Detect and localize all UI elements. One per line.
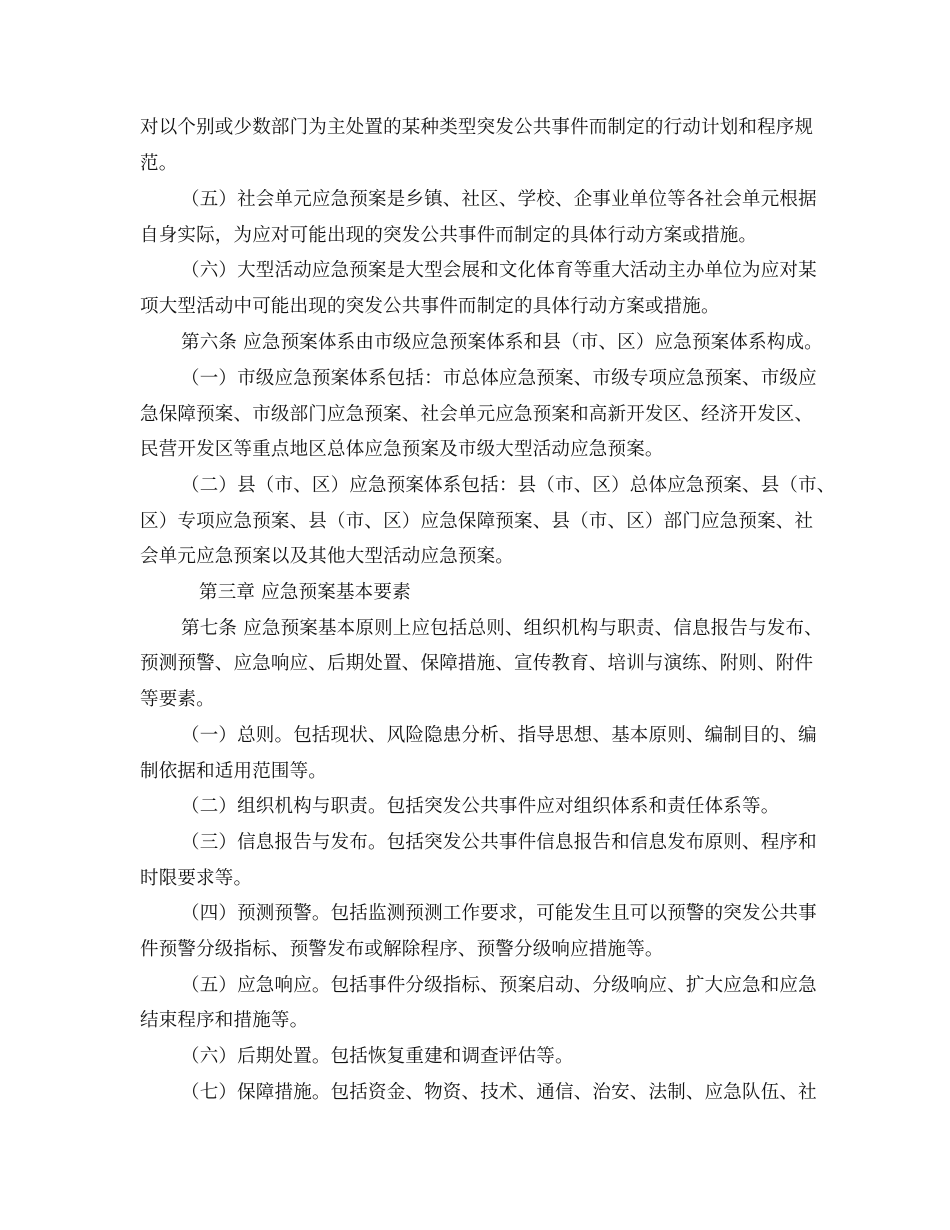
body-text-line: 会单元应急预案以及其他大型活动应急预案。 xyxy=(140,546,515,567)
body-text-line: 预测预警、应急响应、后期处置、保障措施、宣传教育、培训与演练、附则、附件 xyxy=(140,653,814,674)
chapter-heading: 第三章 应急预案基本要素 xyxy=(199,582,411,603)
body-text-line: 民营开发区等重点地区总体应急预案及市级大型活动应急预案。 xyxy=(140,439,664,460)
body-text-line: 项大型活动中可能出现的突发公共事件而制定的具体行动方案或措施。 xyxy=(140,296,720,317)
body-text-line: 等要素。 xyxy=(140,689,215,710)
body-text-line: 区）专项应急预案、县（市、区）应急保障预案、县（市、区）部门应急预案、社 xyxy=(140,511,814,532)
body-text-line: 对以个别或少数部门为主处置的某种类型突发公共事件而制定的行动计划和程序规 xyxy=(140,117,814,138)
paragraph-start-line: （六）后期处置。包括恢复重建和调查评估等。 xyxy=(181,1046,574,1067)
article-heading-line: 第七条 应急预案基本原则上应包括总则、组织机构与职责、信息报告与发布、 xyxy=(181,618,823,639)
paragraph-start-line: （二）县（市、区）应急预案体系包括：县（市、区）总体应急预案、县（市、 xyxy=(181,475,836,496)
body-text-line: 急保障预案、市级部门应急预案、社会单元应急预案和高新开发区、经济开发区、 xyxy=(140,404,814,425)
body-text-line: 结束程序和措施等。 xyxy=(140,1010,309,1031)
paragraph-start-line: （四）预测预警。包括监测预测工作要求，可能发生且可以预警的突发公共事 xyxy=(181,903,817,924)
body-text-line: 范。 xyxy=(140,153,178,174)
body-text-line: 制依据和适用范围等。 xyxy=(140,761,328,782)
paragraph-start-line: （一）总则。包括现状、风险隐患分析、指导思想、基本原则、编制目的、编 xyxy=(181,725,817,746)
article-heading-line: 第六条 应急预案体系由市级应急预案体系和县（市、区）应急预案体系构成。 xyxy=(181,332,823,353)
paragraph-start-line: （七）保障措施。包括资金、物资、技术、通信、治安、法制、应急队伍、社 xyxy=(181,1082,817,1103)
paragraph-start-line: （五）应急响应。包括事件分级指标、预案启动、分级响应、扩大应急和应急 xyxy=(181,975,817,996)
body-text-line: 时限要求等。 xyxy=(140,868,253,889)
paragraph-start-line: （二）组织机构与职责。包括突发公共事件应对组织体系和责任体系等。 xyxy=(181,796,780,817)
paragraph-start-line: （一）市级应急预案体系包括：市总体应急预案、市级专项应急预案、市级应 xyxy=(181,368,817,389)
paragraph-start-line: （三）信息报告与发布。包括突发公共事件信息报告和信息发布原则、程序和 xyxy=(181,832,817,853)
body-text-line: 件预警分级指标、预警发布或解除程序、预警分级响应措施等。 xyxy=(140,939,664,960)
paragraph-start-line: （六）大型活动应急预案是大型会展和文化体育等重大活动主办单位为应对某 xyxy=(181,260,817,281)
body-text-line: 自身实际，为应对可能出现的突发公共事件而制定的具体行动方案或措施。 xyxy=(140,225,758,246)
paragraph-start-line: （五）社会单元应急预案是乡镇、社区、学校、企事业单位等各社会单元根据 xyxy=(181,189,817,210)
